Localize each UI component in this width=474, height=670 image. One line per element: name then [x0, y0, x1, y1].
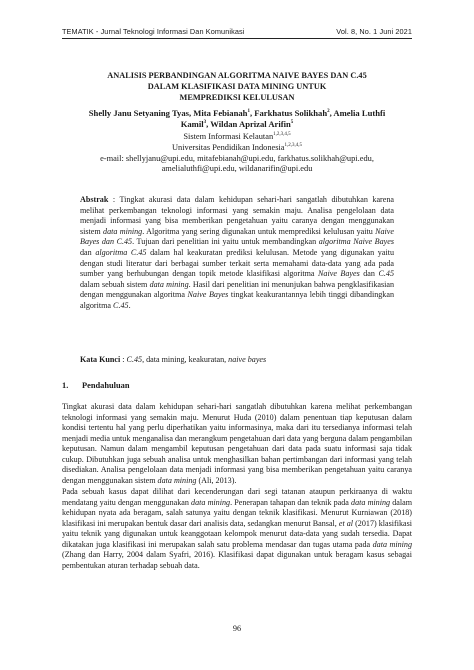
abstract — [80, 195, 394, 312]
abstract-term: Naive Bayes dan C.45 — [80, 226, 394, 247]
abstract-text: . Algoritma yang sering digunakan untuk memprediksi kelulusan yaitu — [142, 226, 376, 236]
keywords-label: Kata Kunci — [80, 355, 121, 364]
body-paragraph — [62, 402, 412, 486]
abstract-text: dan — [359, 269, 379, 279]
author-name: , Amelia Luthfi — [329, 108, 386, 118]
author-name: Kamil — [180, 119, 204, 129]
paragraph-term: data mining — [191, 497, 231, 507]
paper-title — [62, 70, 412, 103]
section-number: 1. — [62, 381, 69, 390]
abstract-term: algoritma C.45 — [95, 247, 147, 257]
affiliation-sup: 1,2,3,4,5 — [284, 142, 303, 148]
paragraph-term: data mining — [351, 497, 391, 507]
abstract-term: algoritma Naive Bayes — [318, 237, 394, 247]
abstract-term: Naive Bayes — [318, 269, 360, 279]
author-sup: 2 — [327, 109, 330, 114]
paragraph-text: (Ali, 2013). — [196, 475, 237, 485]
abstract-text: . Hasil dari penelitian ini menunjukan bahwa pengklasifikasian dengan menggunakan algoritma — [80, 279, 394, 300]
author-name: , Farkhatus Solikhah — [249, 108, 328, 118]
journal-volume: Vol. 8, No. 1 Juni 2021 — [336, 27, 412, 36]
affiliation-sup: 1,2,3,4,5 — [273, 132, 291, 137]
keyword-text: , data mining, keakuratan, — [142, 355, 229, 364]
abstract-text: tingkat keakurantannya lebih tinggi dibandingkan algoritma — [80, 290, 394, 310]
title-line: MEMPREDIKSI KELULUSAN — [179, 93, 295, 102]
paragraph-term: data mining — [372, 539, 412, 549]
title-line: ANALISIS PERBANDINGAN ALGORITMA NAIVE BAYES DAN C.45 — [107, 71, 367, 80]
paragraph-text: dalam kehidupan nyata ada beragam, salah satunya yaitu dengan teknik klasifikasi. Menurut Kurniawan (2018) klasifikasi ini merupakan bentuk dasar dari analisis data, sedangkan menurut Bansal, — [62, 497, 412, 528]
author-sup: 1 — [247, 109, 250, 114]
title-line: DALAM KLASIFIKASI DATA MINING UNTUK — [147, 82, 327, 91]
paragraph-text: (Zhang dan Harry, 2004 dalam Syafri, 2016). Klasifikasi dapat digunakan untuk beragam kasus sebagai pembentukan aturan terhadap sebuah data. — [62, 550, 412, 570]
keywords-separator: : — [120, 355, 127, 364]
paragraph-text: Tingkat akurasi data dalam kehidupan sehari-hari sangatlah dibutuhkan karena melihat perkembangan teknologi informasi yang semakin maju. Menurut Huda (2010) dalam penentuan tiap keputusan dalam kondisi tertentu hal yang perlu diperhatikan yaitu informasinya, maka dari itu tersedianya informasi telah menjadi media untuk menganalisa dan merangkum pengetahuan dari data yang berguna dalam pengambilan keputusan. Namun dalam mengambil keputusan pengetahuan dari data pada suatu informasi saja tidak cukup. Dibutuhkan juga sebuah analisa untuk menghasilkan bahan pertimbangan dari informasi yang telah disediakan. Analisa pengelolaan data menjadi informasi yang bisa memberikan pengetahuan yaitu caranya dengan menggunakan sistem — [62, 402, 412, 485]
keyword-term: naive bayes — [228, 355, 267, 364]
email-line: amelialuthfi@upi.edu, wildanarifin@upi.edu — [161, 164, 313, 174]
affiliation-university: Universitas Pendidikan Indonesia — [171, 142, 285, 152]
author-name: Shelly Janu Setyaning Tyas, Mita Febianah — [88, 108, 248, 118]
author-name: , Wildan Aprizal Arifin — [206, 119, 291, 129]
abstract-term: data mining — [103, 226, 143, 236]
page-number: 96 — [232, 624, 242, 633]
abstract-term: data mining — [149, 279, 189, 289]
author-sup: 3 — [203, 120, 207, 125]
author-list — [62, 108, 412, 130]
paragraph-text: Pada sebuah kasus dapat dilihat dari kecenderungan dari segi tatanan ataupun perkiraanya di waktu mendatang yaitu dengan menggunakan — [62, 487, 412, 507]
paragraph-term: et al — [338, 518, 354, 528]
author-sup: 5 — [290, 120, 294, 125]
affiliation-program: Sistem Informasi Kelautan — [183, 132, 274, 141]
abstract-label: Abstrak — [80, 195, 109, 204]
paragraph-term: data mining — [157, 475, 197, 485]
abstract-text: . Tujuan dari penelitian ini yaitu untuk membandingkan — [132, 237, 319, 247]
abstract-term: C.45 — [113, 300, 129, 310]
abstract-text: : Tingkat akurasi data dalam kehidupan sehari-hari sangatlah dibutuhkan karena melihat perkembangan teknologi informasi yang semakin maju. Analisa pengelolaan data menjadi informasi yang bisa memberikan pengetahuan yaitu caranya dengan menggunakan sistem — [80, 195, 394, 236]
keywords — [80, 355, 394, 366]
section-heading — [62, 381, 129, 390]
journal-name: TEMATIK - Jurnal Teknologi Informasi Dan Komunikasi — [62, 27, 245, 36]
keyword-term: C.45 — [126, 355, 143, 364]
header-rule — [62, 38, 412, 39]
affiliation-block — [62, 132, 412, 175]
running-header — [62, 27, 412, 36]
paragraph-text: (2017) klasifikasi yaitu teknik yang digunakan untuk keanggotaan kelompok menurut data-data yang sudah tersedia. Dapat dikatakan juga klasifikasi ini merupakan salah satu problema mendasar dan tugas utama pada — [62, 518, 412, 549]
email-line: e-mail: shellyjanu@upi.edu, mitafebianah@upi.edu, farkhatus.solikhah@upi.edu, — [100, 153, 374, 163]
abstract-text: . — [128, 300, 131, 310]
abstract-term: Naive Bayes — [187, 290, 229, 300]
abstract-term: C.45 — [378, 269, 394, 279]
body-paragraph — [62, 487, 412, 571]
abstract-text: dan — [80, 247, 96, 257]
paragraph-text: . Penerapan tahapan dan teknik pada — [230, 497, 352, 507]
abstract-text: dalam sebuah sistem — [80, 279, 150, 289]
section-title: Pendahuluan — [82, 381, 130, 390]
abstract-text: dalam hal keakuratan prediksi kelulusan. Metode yang digunakan yaitu dengan studi literatur dari berbagai sumber terkait serta memahami data-data yang ada pada sumber yang berhubungan dengan topik metode klasifikasi algoritma — [80, 247, 394, 279]
